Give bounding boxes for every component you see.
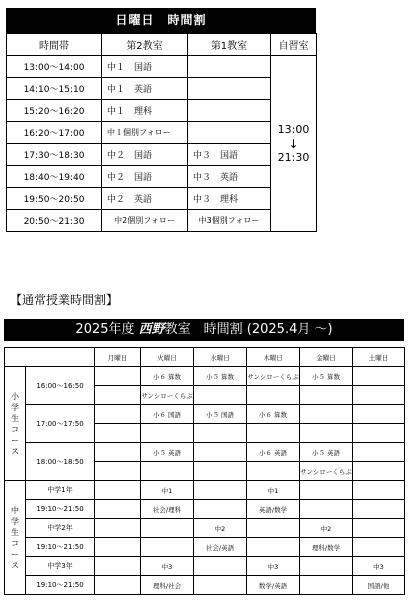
time-cell: 16:20～17:00	[7, 122, 102, 144]
room2-cell: 中１ 理科	[102, 100, 188, 122]
study-room-cell	[271, 56, 317, 232]
class-cell: 社会/理科	[141, 500, 194, 519]
grade-cell: 中学3年	[26, 557, 95, 576]
course-label-char: 生	[11, 413, 19, 423]
room1-cell: 中3個別フォロー	[188, 210, 271, 232]
table-row	[7, 56, 317, 78]
class-cell: サンシローくらぶ	[300, 462, 353, 481]
class-cell	[353, 481, 405, 500]
class-cell	[95, 462, 141, 481]
class-cell	[353, 405, 405, 424]
room1-cell	[188, 100, 271, 122]
class-cell	[353, 424, 405, 443]
class-cell: 小６ 国語	[141, 405, 194, 424]
class-cell	[353, 386, 405, 405]
class-cell	[353, 443, 405, 462]
class-cell	[247, 386, 300, 405]
course-label-char: ー	[11, 549, 19, 559]
room2-cell: 中２ 国語	[102, 144, 188, 166]
normal-title	[4, 319, 404, 341]
class-cell	[353, 367, 405, 386]
class-cell: 小５ 英語	[300, 443, 353, 462]
class-cell	[95, 405, 141, 424]
room1-cell	[188, 122, 271, 144]
class-cell	[300, 481, 353, 500]
class-cell	[141, 462, 194, 481]
room1-cell: 中３ 理科	[188, 188, 271, 210]
time-cell: 14:10～15:10	[7, 78, 102, 100]
class-cell: 小５ 国語	[194, 405, 247, 424]
normal-timetable	[4, 319, 404, 609]
title-year: 2025年度	[75, 322, 139, 337]
class-cell	[353, 462, 405, 481]
room1-cell	[188, 56, 271, 78]
class-cell	[247, 538, 300, 557]
class-cell: 中2	[300, 519, 353, 538]
class-cell	[194, 386, 247, 405]
course-label-char: 生	[11, 527, 19, 537]
table-row	[7, 78, 317, 100]
class-cell	[194, 557, 247, 576]
class-cell: 小５ 英語	[141, 443, 194, 462]
class-cell	[300, 405, 353, 424]
time-cell: 13:00～14:00	[7, 56, 102, 78]
class-cell: 理科/数学	[300, 538, 353, 557]
class-cell: 中2	[194, 519, 247, 538]
header-room2: 第2教室	[102, 34, 188, 56]
class-cell: 社会/英語	[194, 538, 247, 557]
course-label-char: コ	[11, 538, 19, 548]
table-row	[5, 500, 405, 519]
sunday-timetable	[6, 8, 316, 226]
class-cell	[300, 424, 353, 443]
class-cell	[247, 462, 300, 481]
class-cell: 国語/他	[353, 576, 405, 595]
title-school: 西野	[138, 322, 165, 337]
course-label-char: コ	[11, 424, 19, 434]
room1-cell: 中３ 英語	[188, 166, 271, 188]
sunday-title: 日曜日 時間割	[6, 8, 316, 33]
class-cell: 中3	[247, 557, 300, 576]
class-cell: 英語/数学	[247, 500, 300, 519]
normal-table	[4, 347, 405, 595]
course-label-char: ス	[11, 446, 19, 456]
study-start: 13:00	[277, 122, 310, 136]
class-cell: サンシローくらぶ	[141, 386, 194, 405]
time-cell: 16:00～16:50	[26, 367, 95, 405]
course-label-char: ス	[11, 560, 19, 570]
class-cell	[300, 557, 353, 576]
class-cell	[194, 424, 247, 443]
course-label-char: 学	[11, 516, 19, 526]
class-cell	[300, 386, 353, 405]
course-label-char: ー	[11, 435, 19, 445]
class-cell	[194, 481, 247, 500]
class-cell: サンシローくらぶ	[247, 367, 300, 386]
down-arrow-icon: ↓	[288, 136, 299, 151]
day-header: 木曜日	[247, 348, 300, 367]
class-cell	[353, 519, 405, 538]
course-label-char: 学	[11, 402, 19, 412]
grade-cell: 中学1年	[26, 481, 95, 500]
table-row	[7, 144, 317, 166]
room1-cell: 中３ 国語	[188, 144, 271, 166]
table-row	[5, 538, 405, 557]
room1-cell	[188, 78, 271, 100]
day-header: 月曜日	[95, 348, 141, 367]
class-cell	[141, 538, 194, 557]
time-cell: 17:30～18:30	[7, 144, 102, 166]
class-cell	[194, 443, 247, 462]
class-cell	[194, 576, 247, 595]
room2-cell: 中２ 国語	[102, 166, 188, 188]
table-row	[5, 557, 405, 576]
class-cell	[95, 443, 141, 462]
section-label: 【通常授業時間割】	[10, 293, 119, 307]
class-cell: 小５ 算数	[300, 367, 353, 386]
table-row	[5, 367, 405, 386]
class-cell: 数学/英語	[247, 576, 300, 595]
time-cell: 15:20～16:20	[7, 100, 102, 122]
room2-cell: 中１個別フォロー	[102, 122, 188, 144]
time-cell: 20:50～21:30	[7, 210, 102, 232]
class-cell	[95, 557, 141, 576]
table-row	[7, 210, 317, 232]
class-cell: 理科/社会	[141, 576, 194, 595]
sunday-header-row	[7, 34, 317, 56]
table-row	[5, 481, 405, 500]
class-cell	[141, 424, 194, 443]
course-label-char: 中	[11, 505, 19, 515]
header-room1: 第1教室	[188, 34, 271, 56]
class-cell	[95, 500, 141, 519]
class-cell	[95, 367, 141, 386]
study-end: 21:30	[277, 150, 310, 164]
class-cell	[247, 424, 300, 443]
junior-course-label	[5, 481, 26, 595]
table-row	[5, 576, 405, 595]
elementary-course-label	[5, 367, 26, 481]
table-row	[5, 519, 405, 538]
class-cell	[95, 519, 141, 538]
class-cell	[95, 481, 141, 500]
room2-cell: 中2個別フォロー	[102, 210, 188, 232]
time-cell: 18:00～18:50	[26, 443, 95, 481]
class-cell: 小５ 算数	[194, 367, 247, 386]
day-header: 金曜日	[300, 348, 353, 367]
course-label-char: 小	[11, 391, 19, 401]
title-rest: 教室 時間割 (2025.4月 ～)	[164, 322, 333, 337]
header-study-room: 自習室	[271, 34, 317, 56]
table-row	[5, 443, 405, 462]
time-cell: 17:00～17:50	[26, 405, 95, 443]
class-cell	[95, 424, 141, 443]
time-cell: 18:40～19:40	[7, 166, 102, 188]
class-cell	[194, 500, 247, 519]
room2-cell: 中１ 英語	[102, 78, 188, 100]
table-row	[7, 166, 317, 188]
class-cell	[300, 500, 353, 519]
time-cell: 19:10～21:50	[26, 538, 95, 557]
time-cell: 19:10～21:50	[26, 500, 95, 519]
day-header-row	[5, 348, 405, 367]
class-cell	[95, 538, 141, 557]
class-cell	[247, 519, 300, 538]
class-cell	[95, 386, 141, 405]
class-cell	[194, 462, 247, 481]
time-cell: 19:50～20:50	[7, 188, 102, 210]
grade-cell: 中学2年	[26, 519, 95, 538]
class-cell	[95, 576, 141, 595]
room2-cell: 中１ 国語	[102, 56, 188, 78]
class-cell	[353, 500, 405, 519]
class-cell	[300, 576, 353, 595]
class-cell: 小６ 英語	[247, 443, 300, 462]
class-cell	[141, 519, 194, 538]
header-time: 時間帯	[7, 34, 102, 56]
class-cell: 中1	[141, 481, 194, 500]
class-cell: 小６ 算数	[141, 367, 194, 386]
sunday-table	[6, 33, 317, 232]
time-cell: 19:10～21:50	[26, 576, 95, 595]
day-header: 土曜日	[353, 348, 405, 367]
class-cell: 小６ 算数	[247, 405, 300, 424]
day-header: 火曜日	[141, 348, 194, 367]
day-header: 水曜日	[194, 348, 247, 367]
corner-cell	[5, 348, 95, 367]
table-row	[7, 100, 317, 122]
table-row	[7, 188, 317, 210]
class-cell: 中1	[247, 481, 300, 500]
table-row	[7, 122, 317, 144]
room2-cell: 中２ 英語	[102, 188, 188, 210]
class-cell	[353, 538, 405, 557]
table-row	[5, 405, 405, 424]
class-cell: 中3	[353, 557, 405, 576]
class-cell: 中3	[141, 557, 194, 576]
